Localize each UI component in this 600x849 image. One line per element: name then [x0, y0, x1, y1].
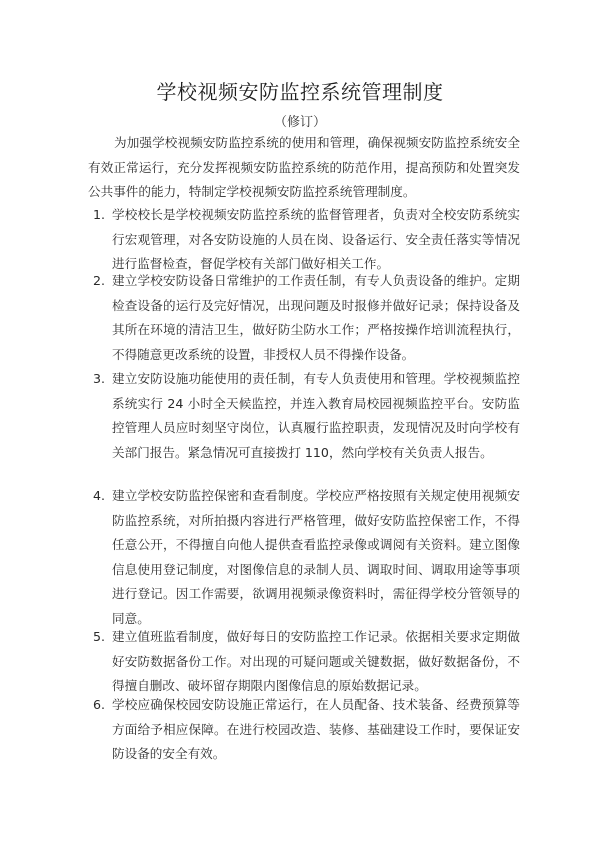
intro-paragraph: 为加强学校视频安防监控系统的使用和管理，确保视频安防监控系统安全有效正常运行，充分发挥视频安防监控系统的防范作用，提高预防和处置突发公共事件的能力，特制定学校视频安防监控系统管理制度。: [88, 135, 520, 199]
document-subtitle: （修订）: [273, 115, 326, 130]
list-item-number: 1.: [92, 207, 105, 222]
list-item-text: 建立学校安防设备日常维护的工作责任制，有专人负责设备的维护。定期检查设备的运行及完好情况，出现问题及时报修并做好记录；保持设备及其所在环境的清洁卫生，做好防尘防水工作；严格按操作培训流程执行，不得随意更改系统的设置，非授权人员不得操作设备。: [112, 273, 520, 362]
list-item-text: 建立安防设施功能使用的责任制，有专人负责使用和管理。学校视频监控系统实行 24 小时全天候监控，并连入教育局校园视频监控平台。安防监控管理人员应时刻坚守岗位，认真履行监控职责，发现情况及时向学校有关部门报告。紧急情况可直接拨打 110，然向学校有关负责人报告。: [112, 371, 520, 460]
list-item-number: 2.: [92, 273, 105, 288]
list-item: [92, 269, 520, 367]
list-item: [92, 367, 520, 465]
list-item-text: 建立值班监看制度，做好每日的安防监控工作记录。依据相关要求定期做好安防数据备份工作。对出现的可疑问题或关键数据，做好数据备份，不得擅自删改、破坏留存期限内图像信息的原始数据记录。: [112, 629, 520, 693]
list-item-text: 建立学校安防监控保密和查看制度。学校应严格按照有关规定使用视频安防监控系统，对所拍摄内容进行严格管理，做好安防监控保密工作，不得任意公开，不得擅自向他人提供查看监控录像或调阅有关资料。建立图像信息使用登记制度，对图像信息的录制人员、调取时间、调取用途等事项进行登记。因工作需要，欲调用视频录像资料时，需征得学校分管领导的同意。: [112, 488, 520, 626]
list-item-text: 学校校长是学校视频安防监控系统的监督管理者，负责对全校安防系统实行宏观管理，对各安防设施的人员在岗、设备运行、安全责任落实等情况进行监督检查，督促学校有关部门做好相关工作。: [112, 207, 520, 271]
list-item-number: 6.: [92, 697, 105, 712]
list-item-text: 学校应确保校园安防设施正常运行，在人员配备、技术装备、经费预算等方面给予相应保障。在进行校园改造、装修、基础建设工作时，要保证安防设备的安全有效。: [112, 697, 520, 761]
list-item: [92, 484, 520, 631]
list-item: [92, 693, 520, 767]
document-title: 学校视频安防监控系统管理制度: [156, 80, 444, 104]
list-item-number: 5.: [92, 629, 105, 644]
list-item: [92, 625, 520, 699]
list-item-number: 3.: [92, 371, 105, 386]
list-item: [92, 203, 520, 277]
list-item-number: 4.: [92, 488, 105, 503]
